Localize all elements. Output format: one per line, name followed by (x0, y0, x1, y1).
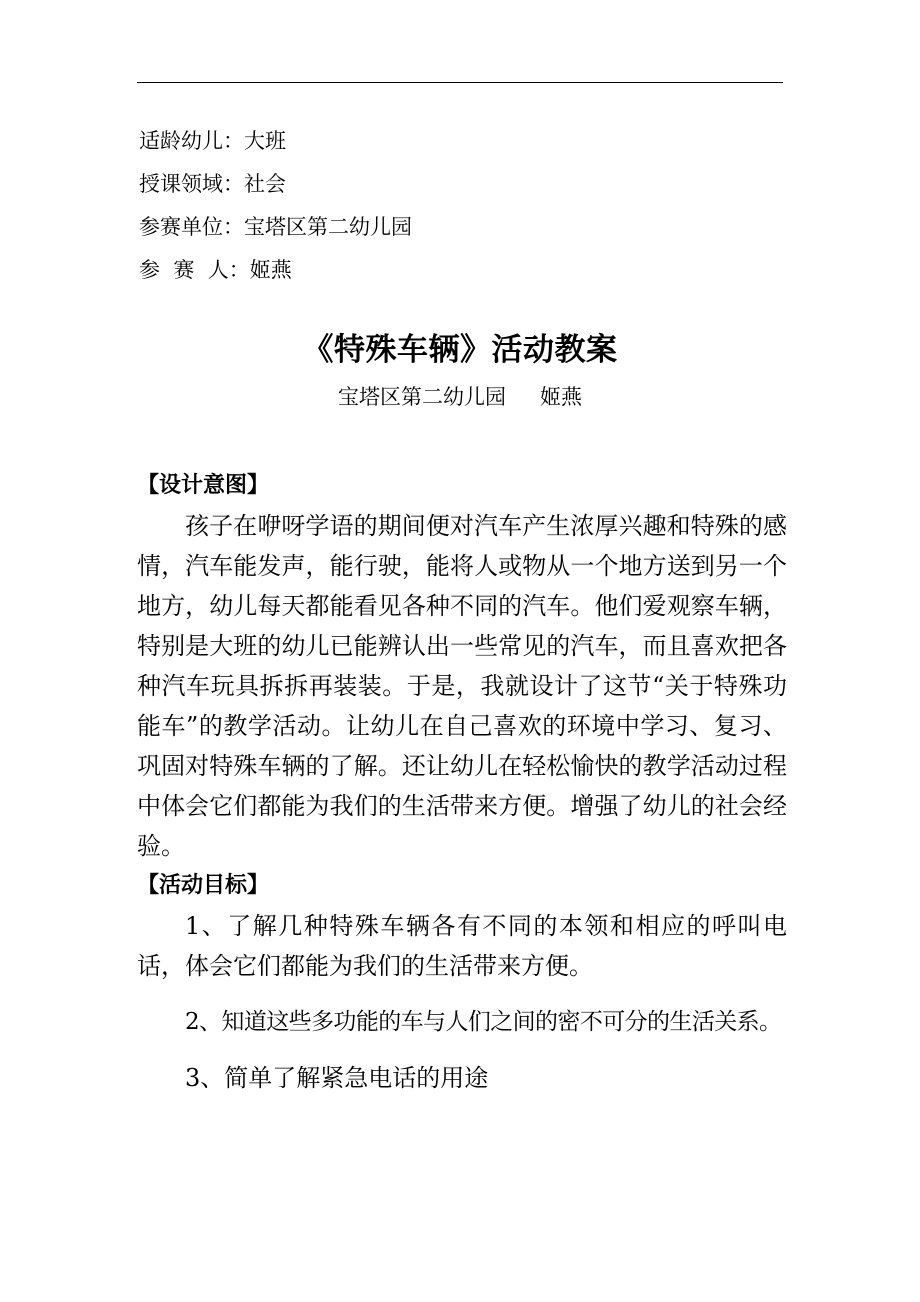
meta-domain-field: 授课领域：社会 (139, 172, 286, 196)
meta-participant: 参 赛 人：姬燕 (139, 258, 292, 282)
design-paragraph: 孩子在咿呀学语的期间便对汽车产生浓厚兴趣和特殊的感情，汽车能发声，能行驶，能将人或物从一个地方送到另一个地方，幼儿每天都能看见各种不同的汽车。他们爱观察车辆，特别是大班的幼儿已能辨认出一些常见的汽车，而且喜欢把各种汽车玩具拆拆再装装。于是，我就设计了这节“关于特殊功能车”的教学活动。让幼儿在自己喜欢的环境中学习、复习、巩固对特殊车辆的了解。还让幼儿在轻松愉快的教学活动过程中体会它们都能为我们的生活带来方便。增强了幼儿的社会经验。 (137, 512, 787, 860)
byline-organization: 宝塔区第二幼儿园 (338, 385, 506, 409)
header-rule (137, 82, 783, 83)
meta-age-group: 适龄幼儿：大班 (139, 129, 286, 153)
meta-unit: 参赛单位：宝塔区第二幼儿园 (139, 215, 412, 239)
goal-item-1: 1、了解几种特殊车辆各有不同的本领和相应的呼叫电话，体会它们都能为我们的生活带来方便。 (137, 912, 787, 980)
section-heading-design: 【设计意图】 (137, 473, 270, 498)
byline (0, 380, 920, 414)
goal-item-3: 3、简单了解紧急电话的用途 (185, 1064, 489, 1092)
document-body (137, 466, 787, 1098)
goal-item-2: 2、知道这些多功能的车与人们之间的密不可分的生活关系。 (185, 1009, 782, 1035)
document-title: 《特殊车辆》活动教案 (302, 332, 618, 368)
section-heading-goals: 【活动目标】 (137, 873, 270, 898)
meta-block (139, 120, 412, 292)
byline-author: 姬燕 (540, 385, 582, 409)
